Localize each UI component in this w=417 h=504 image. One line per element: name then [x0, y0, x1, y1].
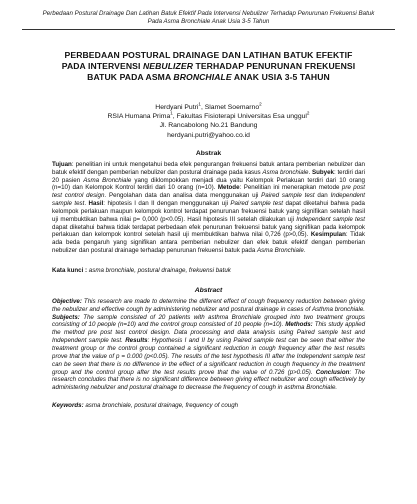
title-line: [26, 72, 391, 83]
abstrak-text: : hipotesis I dan II dengan menggunakan uji: [103, 200, 231, 208]
affiliation: RSIA Humana Prima: [107, 113, 171, 121]
abstrak-body: [52, 161, 365, 255]
abstrak-text: dapat diketahui bahwa pada kelompok perlakuan maupun kelompok kontrol terdapat penurunan frekuensi batuk yang signifikan setelah hasil uji membuktikan bahwa nilai p= 0,000 (p<0.05). Hasil hipotesis III setelah dilakukan uji: [52, 200, 365, 223]
kata-kunci-label: Kata kunci :: [52, 266, 88, 274]
keywords-label: Keywords:: [52, 402, 84, 410]
abstract-label: Methods:: [285, 321, 313, 329]
title-text: ANAK USIA 3-5 TAHUN: [231, 72, 330, 82]
kata-kunci: [52, 267, 365, 275]
author-address: Jl. Rancabolong No.21 Bandung: [159, 122, 258, 130]
abstract-text: : Hypothesis I and II by using Paired sample test can be seen that either the treatment group or the control group contained a significant reduction in cough frequency after the test results prove that the value of p = 0.000 (p<0.05). The results of the test hypothesis III after the Independent sample test can be seen that there is no difference in the effect of a significant reduction in cough frequency in the treatment group and the control group after the test results prove that the value of 0.726 (p>0.05).: [52, 337, 365, 376]
abstrak-italic: Paired sample test: [261, 192, 315, 200]
abstrak-label: Tujuan: [52, 160, 72, 168]
abstrak-label: Hasil: [88, 200, 104, 208]
abstract-label: Results: [125, 337, 148, 345]
kata-kunci-text: asma bronchiale, postural drainage, frekuensi batuk: [87, 266, 231, 274]
abstract-text: : The research concludes that there is no significant difference between giving effect nebulizer and cough effectively by administering nebulizer and postural drainage to decrease the frequency of cough in asthma Bronchiale.: [52, 368, 366, 392]
abstrak-label: Metode: [217, 184, 240, 192]
abstrak-text: : Penelitian ini menerapkan metode: [239, 184, 342, 192]
title-text: BATUK PADA ASMA: [87, 72, 174, 82]
keywords: [52, 402, 365, 410]
title-text: PADA INTERVENSI: [61, 61, 143, 71]
affiliation-marker: 1: [170, 110, 173, 116]
abstrak-text: .: [308, 168, 312, 176]
affiliation-marker: 1: [198, 101, 201, 107]
author-affiliations: [0, 112, 417, 121]
abstract-text: This study applied the method pre post test control design. Data processing and data analysis using Paired sample test and Independent sample test.: [52, 321, 366, 345]
abstrak-text: . Pengolahan data dan analisa data menggunakan uji: [104, 192, 262, 200]
header-divider: [22, 29, 395, 30]
title-italic-term: NEBULIZER: [142, 61, 194, 71]
abstrak-italic: Asma Bronchiale: [257, 247, 304, 255]
abstrak-italic: Asma Bronchiale: [83, 176, 132, 184]
paper-title: [26, 50, 391, 83]
abstract-text: This research are made to determine the different effect of cough frequency reduction between giving the nebulizer and effective cough by administering nebulizer and postural drainage in cases of Asthma bronchiale.: [52, 297, 365, 313]
abstract-label: Subjects:: [52, 313, 80, 321]
abstrak-text: yang diklompokkan menjadi dua yaitu Kelompok Perlakuan terdiri dari 10 orang (n=10) dan Kelompok Kontrol terdiri dari 10 orang (n=10).: [52, 176, 365, 192]
running-header: [0, 0, 417, 26]
title-line: [26, 61, 391, 72]
abstrak-label: Subyek: [311, 168, 334, 176]
abstrak-heading: Abstrak: [195, 149, 222, 157]
abstrak-text: dan: [314, 192, 331, 200]
author-email[interactable]: herdyani.putri@yahoo.co.id: [167, 131, 250, 139]
abstrak-text: : penelitian ini untuk mengetahui beda efek pengurangan frekuensi batuk antara pemberian nebulizer dan batuk efektif dengan pemberian nebulizer dan postural drainage pada kasus: [52, 160, 365, 176]
abstrak-italic: Asma bronchiale: [262, 168, 309, 176]
author-block: [0, 103, 417, 140]
abstrak-text: : Tidak ada beda pengaruh yang signifikan antara pemberian nebulizer dan efek batuk efektif dengan pemberian nebulizer dan postural drainage terhadap penurunan frekuensi batuk pada: [52, 231, 365, 255]
abstrak-italic: Independent sample test: [296, 215, 365, 223]
abstract-label: Objective:: [52, 297, 82, 305]
title-text: TERHADAP PENURUNAN FREKUENSI: [193, 61, 356, 71]
author-name: , Slamet Soemarno: [200, 104, 260, 111]
abstract-text: The sample consisted of 20 patients with asthma Bronchiale grouped into two treatment groups consisting of 10 people (n=10) and the control group consisted of 10 people (n=10).: [52, 313, 365, 329]
abstract-label: Conclusion: [315, 368, 350, 376]
abstract-heading: Abstract: [194, 286, 223, 294]
abstrak-text: dapat diketahui bahwa tidak terdapat perbedaan efek penurunan frekuensi batuk yang signifikan pada kelompok perlakuan dan kelompok kontrol setelah hasil uji membuktikan bahwa nilai 0,726 (p>0,05).: [52, 223, 365, 239]
author-name: Herdyani Putri: [155, 104, 199, 111]
abstrak-label: Kesimpulan: [310, 231, 346, 239]
abstract-body: [52, 298, 365, 392]
abstrak-italic: pre post test control design: [52, 184, 365, 200]
abstrak-italic: Independent sample test: [52, 192, 365, 208]
abstrak-text: .: [84, 200, 89, 208]
keywords-text: asma bronchiale, postural drainage, frequency of cough: [83, 402, 239, 410]
affiliation: , Fakultas Fisioterapi Universitas Esa unggul: [172, 113, 307, 121]
abstrak-text: .: [303, 247, 306, 255]
title-line: PERBEDAAN POSTURAL DRAINAGE DAN LATIHAN BATUK EFEKTIF: [64, 50, 353, 60]
running-header-line: Pada Asma Bronchiale Anak Usia 3-5 Tahun: [147, 18, 270, 25]
running-header-line: Perbedaan Postural Drainage Dan Latihan Batuk Efektif Pada Intervensi Nebulizer Terhadap Penurunan Frekuensi Batuk: [42, 10, 375, 17]
affiliation-marker: 2: [306, 110, 310, 116]
abstrak-text: : terdiri dari 20 pasien: [52, 168, 365, 184]
abstrak-italic: Paired sample test: [230, 200, 284, 208]
title-italic-term: BRONCHIALE: [173, 72, 232, 82]
affiliation-marker: 2: [259, 101, 262, 107]
author-names: [0, 103, 417, 112]
